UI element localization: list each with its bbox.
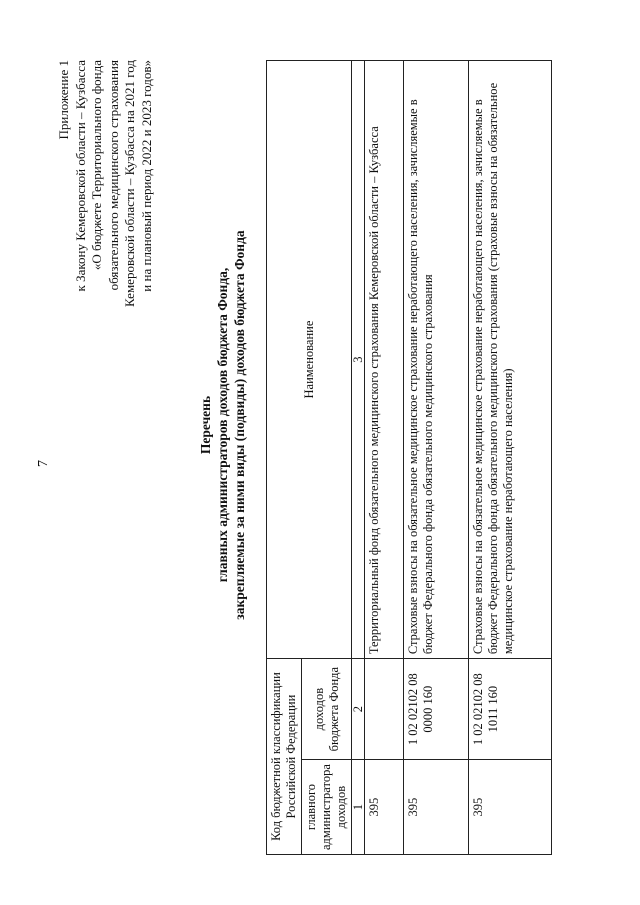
heading-title: Перечень [198,395,213,455]
appendix-line: к Закону Кемеровской области – Кузбасса [72,60,88,292]
header-name: Наименование [267,61,352,659]
administrators-table [266,60,552,855]
appendix-line: и на плановый период 2022 и 2023 годов» [138,60,154,292]
name-cell: Страховые взносы на обязательное медицинское страхование неработающего населения, зачисляемые в бюджет Федерального фонда обязательного медицинского страхования (страховые взносы на обязательное медицинское страхование неработающего населения) [469,61,552,659]
document-heading [197,175,248,675]
column-number: 3 [352,61,365,659]
column-number-row [352,61,365,855]
appendix-line: Кемеровской области – Кузбасса на 2021 год [122,60,137,307]
table-row [365,61,404,855]
name-cell: Территориальный фонд обязательного медицинского страхования Кемеровской области – Кузбасса [365,61,404,659]
admin-code-cell: 395 [404,760,469,855]
income-code-cell: 1 02 02102 08 0000 160 [404,659,469,760]
admin-code-cell: 395 [469,760,552,855]
appendix-line: «О бюджете Территориального фонда [89,60,104,271]
header-budget-classification: Код бюджетной классификации Российской Федерации [267,659,302,855]
header-admin: главного администратора доходов [302,760,352,855]
name-cell: Страховые взносы на обязательное медицинское страхование неработающего населения, зачисляемые в бюджет Федерального фонда обязательного медицинского страхования [404,61,469,659]
table-row [404,61,469,855]
heading-line-1: главных администраторов доходов бюджета Фонда, [215,267,230,583]
appendix-line: обязательного медицинского страхования [105,60,121,291]
income-code-cell: 1 02 02102 08 1011 160 [469,659,552,760]
heading-line-2: закрепляемые за ними виды (подвиды) доходов бюджета Фонда [232,230,247,620]
table-row [469,61,552,855]
appendix-block [56,60,155,480]
table-header-row [267,61,302,855]
appendix-line: Приложение 1 [56,60,71,140]
income-code-cell [365,659,404,760]
page-number: 7 [36,460,51,467]
admin-code-cell: 395 [365,760,404,855]
header-income: доходов бюджета Фонда [302,659,352,760]
column-number: 1 [352,760,365,855]
column-number: 2 [352,659,365,760]
